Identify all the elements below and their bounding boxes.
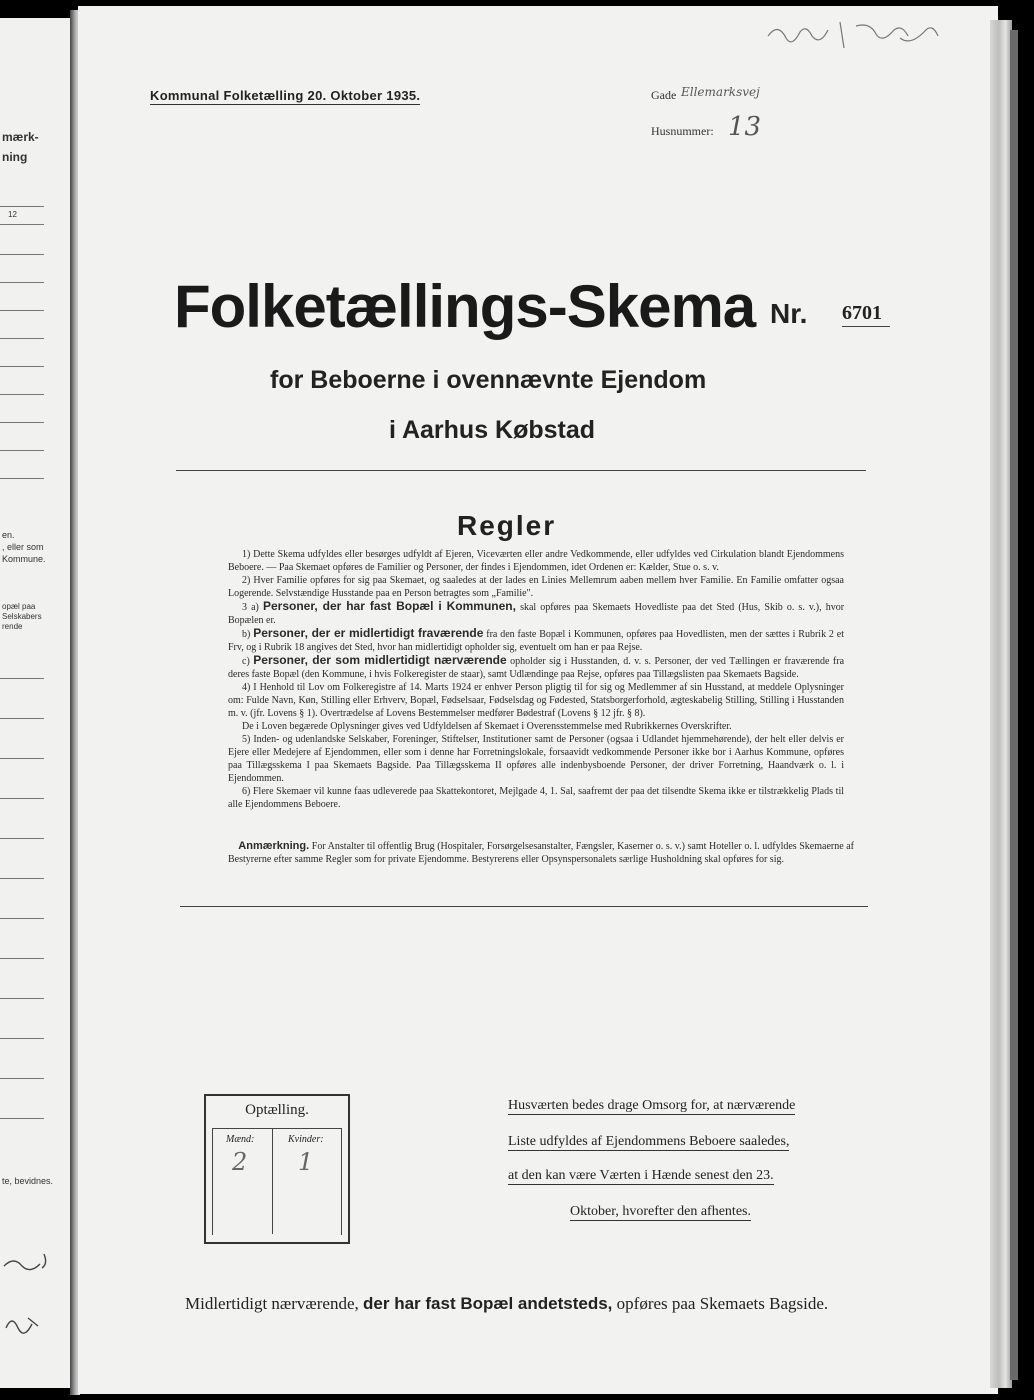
left-page-label: mærk-	[2, 130, 39, 144]
rule-3c: c) Personer, der som midlertidigt nærværende opholder sig i Husstanden, d. v. s. Personer, der ved Tællingen er fraværende fra deres faste Bopæl (den Kommune, i hvis Folkeregister de staar), samt Udlændinge paa Rejse, opføres paa Tillægslisten paa Skemaets Bagside.	[228, 653, 845, 680]
rule-3b: b) Personer, der er midlertidigt fraværende fra den faste Bopæl i Kommunen, opføres paa Hovedlisten, men der sættes i Rubrik 2 et Frv, og i Rubrik 18 angives det Sted, hvor han midlertidigt opholder sig, eventuelt om han er paa Rejse.	[228, 626, 844, 653]
instruction-line: Liste udfyldes af Ejendommens Beboere saaledes,	[508, 1134, 790, 1149]
rules-heading: Regler	[457, 510, 557, 541]
form-number-value: 6701	[842, 302, 882, 324]
left-facing-page	[0, 18, 72, 1388]
men-label: Mænd:	[226, 1134, 255, 1145]
rules-text	[228, 548, 844, 811]
census-header: Kommunal Folketælling 20. Oktober 1935.	[150, 88, 421, 103]
remark-label: Anmærkning.	[238, 840, 310, 852]
rule-2: 2) Hver Familie opføres for sig paa Skemaet, og saaledes at der lades en Linies Mellemrum aaben mellem hver Familie. En Familie omfatter ogsaa Logerende. Selvstændige Husstande paa en Person betragtes som „Familie".	[228, 575, 844, 599]
left-page-col-number: 12	[8, 210, 17, 219]
divider	[176, 470, 866, 471]
instruction-line: at den kan være Værten i Hænde senest den 23.	[508, 1168, 774, 1183]
rule-1: 1) Dette Skema udfyldes eller besørges udfyldt af Ejeren, Viceværten eller andre Vedkommende, eller udfyldes ved Cirkulation blandt Ejendommens Beboere. — Paa Skemaet opføres de Familier og Personer, der findes i Ejendommen, idet Ordenen er: Kælder, Stue o. s. v.	[228, 549, 844, 573]
handwritten-margin-note	[760, 14, 960, 64]
form-title: Folketællings-Skema	[174, 273, 756, 340]
instruction-line: Oktober, hvorefter den afhentes.	[570, 1204, 751, 1219]
left-page-text: opæl paa	[2, 602, 36, 611]
rule-3a: 3 a) Personer, der har fast Bopæl i Kommunen, skal opføres paa Skemaets Hovedliste paa det Sted (Hus, Skib o. s. v.), hvor Bopælen er.	[228, 599, 845, 626]
left-page-handwriting	[0, 1248, 72, 1358]
count-box	[204, 1094, 350, 1244]
left-page-text: rende	[2, 622, 23, 631]
page-edges	[990, 20, 1012, 1388]
women-count: 1	[298, 1148, 314, 1176]
rule-6: 6) Flere Skemaer vil kunne faas udleverede paa Skattekontoret, Mejlgade 4, 1. Sal, saafremt der paa det tilsendte Skema ikke er tilstrækkelig Plads til alle Ejendommens Beboere.	[228, 786, 844, 810]
men-count: 2	[232, 1148, 248, 1176]
form-subtitle-city: i Aarhus Købstad	[389, 416, 596, 444]
women-label: Kvinder:	[288, 1134, 324, 1145]
left-page-text: Selskabers	[2, 612, 42, 621]
left-page-text: te, bevidnes.	[2, 1176, 54, 1186]
left-page-label: ning	[2, 150, 28, 164]
rule-4b: De i Loven begærede Oplysninger gives ved Udfyldelsen af Skemaet i Overensstemmelse med Rubrikkernes Overskrifter.	[242, 721, 732, 732]
house-number-label: Husnummer:	[651, 124, 714, 138]
left-page-text: Kommune.	[2, 554, 46, 564]
footer-note: Midlertidigt nærværende, der har fast Bopæl andetsteds, opføres paa Skemaets Bagside.	[185, 1294, 829, 1313]
rule-4: 4) I Henhold til Lov om Folkeregistre af 14. Marts 1924 er enhver Person pligtig til for sig og Medlemmer af sin Husstand, at meddele Oplysninger om: Fulde Navn, Køn, Stilling eller Erhverv, Bopæl, Fødselsaar, Fødselsdag og Fødested, Statsborgerforhold, ægteskabelig Stilling, Stilling i Husstanden m. v. (jfr. Lovens § 1). Overtrædelse af Lovens Bestemmelser medfører Bødestraf (Lovens § 12 jfr. § 8).	[228, 682, 844, 719]
rule-5: 5) Inden- og udenlandske Selskaber, Foreninger, Stiftelser, Institutioner samt de Personer (ogsaa i Udlandet hjemmehørende), der helt eller delvis er Ejere eller Medejere af Ejendommen, eller som i denne har Forretningslokale, forsaavidt vedkommende Personer ikke bor i Aarhus Kommune, opføres paa Tillægsskema I paa Skemaets Bagside. Paa Tillægsskema II opføres alle indenbysboende Personer, der driver Forretning, Haandværk o. l. i Ejendommen.	[228, 734, 844, 784]
remark-text: For Anstalter til offentlig Brug (Hospitaler, Forsørgelsesanstalter, Fængsler, Kaserner o. s. v.) samt Hoteller o. l. udfyldes Skemaerne af Bestyrerne efter samme Regler som for private Ejendomme. Bestyrerens eller Opsynspersonalets særlige Husholdning skal opføres for sig.	[228, 841, 855, 865]
instruction-line: Husværten bedes drage Omsorg for, at nærværende	[508, 1098, 796, 1113]
page-edge-shadow	[1010, 30, 1018, 1380]
count-box-title: Optælling.	[245, 1102, 309, 1118]
street-value: Ellemarksvej	[681, 85, 760, 99]
left-page-text: en.	[2, 530, 15, 540]
left-page-text: , eller som	[2, 542, 44, 552]
street-label: Gade	[651, 88, 677, 102]
form-number-label: Nr.	[770, 298, 808, 329]
form-subtitle: for Beboerne i ovennævnte Ejendom	[270, 366, 707, 394]
divider	[180, 906, 868, 907]
house-number-value: 13	[728, 112, 762, 142]
remark	[228, 840, 854, 866]
